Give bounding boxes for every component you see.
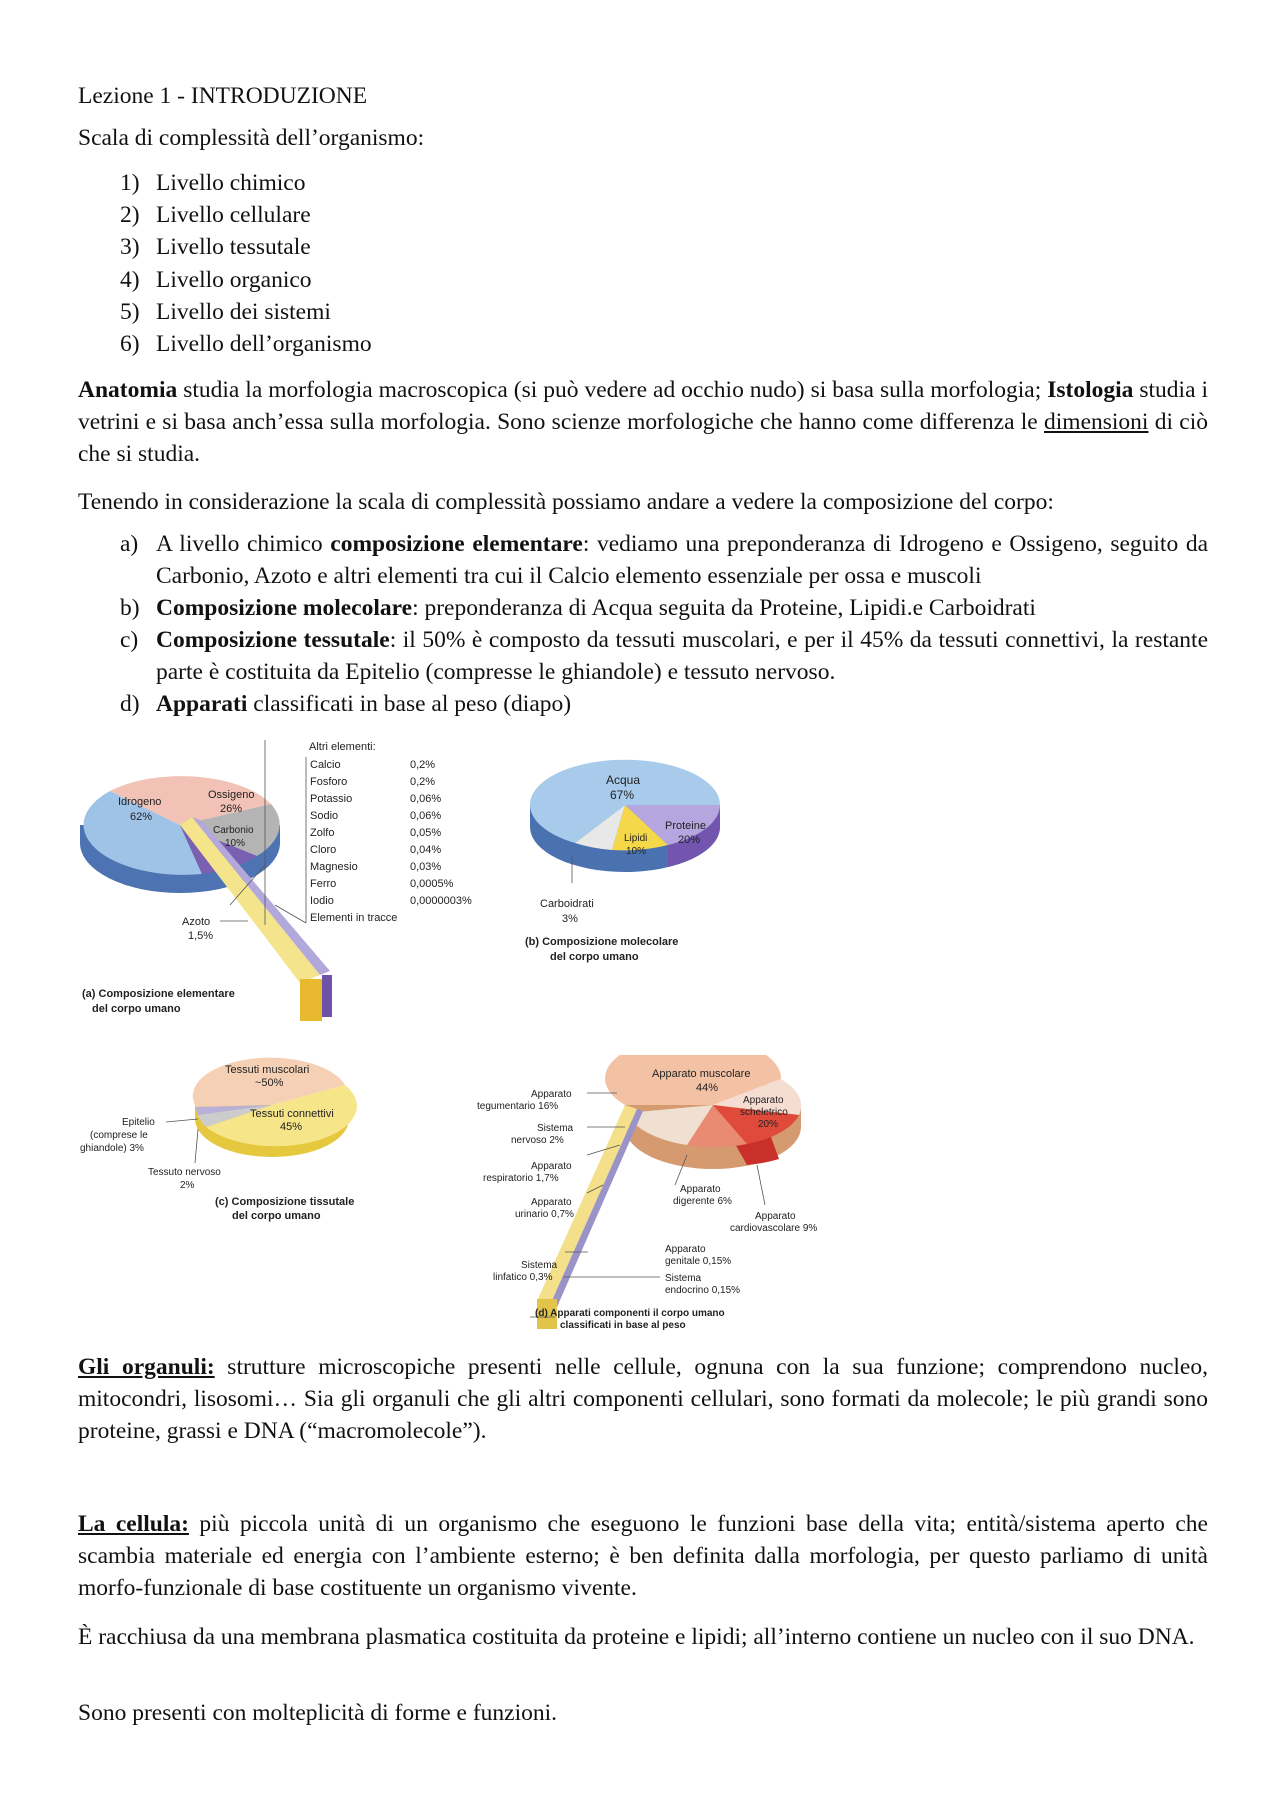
cardio-label: cardiovascolare 9% [730,1223,818,1234]
tissue-composition-figure [80,1055,380,1235]
muscle-value: 44% [696,1082,719,1094]
complexity-levels-list [78,167,1208,360]
protein-label: Proteine [665,820,706,832]
respiratory-label: respiratorio 1,7% [483,1173,559,1184]
figure-caption: del corpo umano [92,1003,181,1015]
hydrogen-label: Idrogeno [118,796,162,808]
connective-value: 45% [280,1121,303,1133]
carbon-label: Carbonio [213,825,254,836]
lipid-value: 10% [626,846,647,857]
nitrogen-label: Azoto [182,916,211,928]
membrane-paragraph: È racchiusa da una membrana plasmatica costituita da proteine e lipidi; all’interno contiene un nucleo con il suo DNA. [78,1624,1195,1650]
skeleton-label: scheletrico [740,1107,788,1118]
integument-label: Apparato [531,1089,572,1100]
lipid-label: Lipidi [624,833,648,844]
list-item: b) Composizione molecolare: preponderanza di Acqua seguita da Proteine, Lipidi.e Carboidrati [120,595,1036,621]
element-name: Zolfo [310,827,335,839]
element-value: 0,0005% [410,878,454,890]
urinary-label: Apparato [531,1197,572,1208]
epithelium-label: (comprese le [90,1130,148,1141]
list-item: 5) Livello dei sistemi [120,298,331,325]
digestive-label: Apparato [680,1184,721,1195]
element-name: Cloro [310,844,337,856]
list-item: 6) Livello dell’organismo [120,331,372,358]
element-value: 0,06% [410,810,442,822]
organelles-paragraph: Gli organuli: strutture microscopiche presenti nelle cellule, ognuna con la sua funzione; comprendono nucleo, mitocondri, lisosomi… Sia gli organuli che gli altri componenti cellulari, sono formati da molecole; le più grandi sono proteine, grassi e DNA (“macromolecole”). [78,1354,1208,1444]
hydrogen-value: 62% [130,811,153,823]
lymphatic-label: linfatico 0,3% [493,1272,553,1283]
element-value: 0,2% [410,759,436,771]
endocrine-label: Sistema [665,1273,702,1284]
forms-paragraph: Sono presenti con molteplicità di forme e funzioni. [78,1700,558,1726]
integument-label: tegumentario 16% [477,1101,559,1112]
other-elements-list [310,759,472,924]
list-item: 4) Livello organico [120,266,312,293]
element-value: 0,03% [410,861,442,873]
muscle-label: Apparato muscolare [652,1068,751,1080]
figure-caption: (b) Composizione molecolare [525,936,679,948]
nervous-label: nervoso 2% [511,1135,564,1146]
water-label: Acqua [606,773,641,787]
list-item: 2) Livello cellulare [120,202,311,229]
oxygen-value: 26% [220,803,243,815]
connective-label: Tessuti connettivi [250,1108,334,1120]
element-name: Fosforo [310,776,348,788]
element-name: Magnesio [310,861,358,873]
lymphatic-label: Sistema [521,1260,558,1271]
element-name: Calcio [310,759,341,771]
nitrogen-value: 1,5% [188,930,214,942]
other-bar-end [322,975,332,1017]
figure-caption: del corpo umano [550,951,639,963]
muscle-value: ~50% [255,1077,284,1089]
respiratory-label: Apparato [531,1161,572,1172]
element-name: Ferro [310,878,337,890]
list-item: c) Composizione tessutale: il 50% è composto da tessuti muscolari, e per il 45% da tessuti connettivi, la restante parte è costituita da Epitelio (compresse le ghiandole) e tessuto nervoso. [120,627,1209,685]
figure-caption: (c) Composizione tissutale [215,1196,355,1208]
list-item: 3) Livello tessutale [120,234,311,261]
element-name: Iodio [310,895,334,907]
composition-list [78,528,1208,720]
anatomy-paragraph: Anatomia studia la morfologia macroscopica (si può vedere ad occhio nudo) si basa sulla morfologia; Istologia studia i vetrini e si basa anch’essa sulla morfologia. Sono scienze morfologiche che hanno come differenza le dimensioni di ciò che si studia. [78,377,1209,467]
carbon-value: 10% [225,838,246,849]
element-value: 0,05% [410,827,442,839]
epithelium-label: Epitelio [122,1117,155,1128]
element-name: Sodio [310,810,339,822]
endocrine-label: endocrino 0,15% [665,1285,741,1296]
composition-intro: Tenendo in considerazione la scala di complessità possiamo andare a vedere la composizione del corpo: [78,489,1054,515]
element-value: 0,06% [410,793,442,805]
element-value: 0,0000003% [410,895,472,907]
skeleton-value: 20% [758,1119,779,1130]
nervous-label: Sistema [537,1123,574,1134]
lesson-heading: Lezione 1 - INTRODUZIONE [78,83,368,109]
apparatus-weight-figure [475,1055,845,1345]
element-value: 0,2% [410,776,436,788]
other-elements-title: Altri elementi: [309,741,376,753]
list-item: 1) Livello chimico [120,170,306,196]
genital-label: genitale 0,15% [665,1256,732,1267]
scale-intro: Scala di complessità dell’organismo: [78,125,425,151]
figure-caption: (a) Composizione elementare [82,988,235,1000]
urinary-label: urinario 0,7% [515,1209,574,1220]
elemental-composition-figure [80,735,500,1025]
figure-caption: del corpo umano [232,1210,321,1222]
carbohydrate-value: 3% [562,913,578,925]
list-item: a) A livello chimico composizione elementare: vediamo una preponderanza di Idrogeno e Ossigeno, seguito da Carbonio, Azoto e altri elementi tra cui il Calcio elemento essenziale per ossa e muscoli [120,531,1208,589]
water-value: 67% [610,788,635,802]
oxygen-label: Ossigeno [208,789,255,801]
element-value: 0,04% [410,844,442,856]
skeleton-label: Apparato [743,1095,784,1106]
figure-caption: classificati in base al peso [560,1320,686,1331]
element-name: Potassio [310,793,353,805]
protein-value: 20% [678,834,701,846]
figure-caption: (d) Apparati componenti il corpo umano [535,1308,725,1319]
genital-label: Apparato [665,1244,706,1255]
epithelium-label: ghiandole) 3% [80,1143,144,1154]
cardio-label: Apparato [755,1211,796,1222]
nervous-label: Tessuto nervoso [148,1167,221,1178]
carbohydrate-label: Carboidrati [540,898,594,910]
nitrogen-bar-end [300,979,322,1021]
molecular-composition-figure [520,755,760,975]
cell-paragraph: La cellula: più piccola unità di un organismo che eseguono le funzioni base della vita; entità/sistema aperto che scambia materiale ed energia con l’ambiente esterno; è ben definita dalla morfologia, per questo parliamo di unità morfo-funzionale di base costituente un organismo vivente. [78,1511,1208,1601]
list-item: d) Apparati classificati in base al peso (diapo) [120,691,572,717]
cell-title: La cellula: [78,1511,189,1537]
muscle-label: Tessuti muscolari [225,1064,310,1076]
organelles-title: Gli organuli: [78,1354,215,1380]
traces-label: Elementi in tracce [310,912,398,924]
digestive-label: digerente 6% [673,1196,732,1207]
nervous-value: 2% [180,1180,195,1191]
